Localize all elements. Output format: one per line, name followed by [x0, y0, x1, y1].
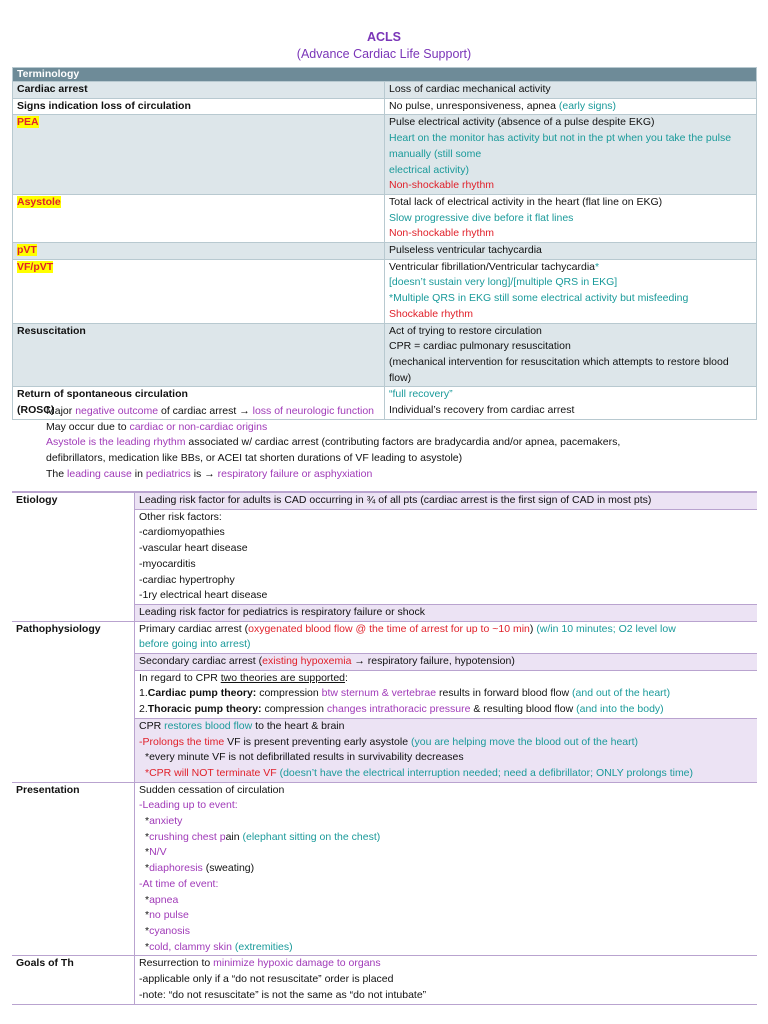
- page-title: ACLS: [366, 30, 402, 44]
- term-pea: PEA: [13, 115, 385, 195]
- table-row: [12, 621, 757, 653]
- notes-block: [46, 404, 756, 483]
- note-line: Asystole is the leading rhythm associated w/ cardiac arrest (contributing factors are bradycardia and/or apnea, pacemakers,: [46, 436, 621, 449]
- label-goals: Goals of Th: [12, 956, 135, 1004]
- table-row: [13, 98, 757, 115]
- page-subtitle: (Advance Cardiac Life Support): [296, 47, 472, 61]
- etiology-other-factors: Other risk factors: -cardiomyopathies -vascular heart disease -myocarditis -cardiac hypertrophy -1ry electrical heart disease: [135, 509, 758, 604]
- table-row: [13, 115, 757, 195]
- term-asystole: Asystole: [13, 194, 385, 242]
- presentation-content: Sudden cessation of circulation -Leading up to event: *anxiety *crushing chest pain (elephant sitting on the chest) *N/V *diaphoresis (sweating) -At time of event: *apnea *no pulse *cyanosis *cold, clammy skin (extremities): [135, 782, 758, 956]
- table-row: [12, 492, 757, 509]
- term-vfpvt: VF/pVT: [13, 259, 385, 323]
- term-pvt: pVT: [13, 243, 385, 260]
- table-row: [13, 82, 757, 99]
- goals-content: Resurrection to minimize hypoxic damage to organs -applicable only if a “do not resuscitate” order is placed -note: “do not resuscitate” is not the same as “do not intubate”: [135, 956, 758, 1004]
- note-line: The leading cause in pediatrics is → respiratory failure or asphyxiation: [46, 467, 373, 480]
- def-cardiac-arrest: Loss of cardiac mechanical activity: [385, 82, 757, 99]
- def-pvt: Pulseless ventricular tachycardia: [385, 243, 757, 260]
- patho-secondary: Secondary cardiac arrest (existing hypoxemia → respiratory failure, hypotension): [135, 654, 758, 671]
- terminology-table: [12, 67, 757, 420]
- patho-cpr-theories: In regard to CPR two theories are supported: 1.Cardiac pump theory: compression btw sternum & vertebrae results in forward blood flow (and out of the heart) 2.Thoracic pump theory: compression changes intrathoracic pressure & resulting blood flow (and into the body): [135, 670, 758, 718]
- note-line: Major negative outcome of cardiac arrest → loss of neurologic function: [46, 405, 375, 417]
- table-row: [13, 243, 757, 260]
- def-pea: Pulse electrical activity (absence of a pulse despite EKG) Heart on the monitor has activity but not in the pt when you take the pulse manually (still some electrical activity) Non-shockable rhythm: [385, 115, 757, 195]
- note-line: May occur due to cardiac or non-cardiac origins: [46, 420, 268, 433]
- details-table: [12, 491, 757, 1005]
- def-resuscitation: Act of trying to restore circulation CPR = cardiac pulmonary resuscitation (mechanical intervention for resuscitation which attempts to restore blood flow): [385, 323, 757, 387]
- def-rosc: “full recovery” Individual’s recovery from cardiac arrest: [385, 387, 757, 419]
- term-signs: Signs indication loss of circulation: [13, 98, 385, 115]
- label-etiology: Etiology: [12, 492, 135, 621]
- table-row: [13, 323, 757, 387]
- table-row: [12, 956, 757, 1004]
- def-vfpvt: Ventricular fibrillation/Ventricular tachycardia* [doesn’t sustain very long]/[multiple QRS in EKG] *Multiple QRS in EKG still some electrical activity but misfeeding Shockable rhythm: [385, 259, 757, 323]
- table-row: [13, 194, 757, 242]
- label-pathophysiology: Pathophysiology: [12, 621, 135, 782]
- note-line: defibrillators, medication like BBs, or ACEI tat shorten durations of VF leading to asystole): [46, 452, 463, 465]
- table-row: [12, 782, 757, 956]
- table-row: [13, 259, 757, 323]
- terminology-header: Terminology: [13, 68, 757, 82]
- label-presentation: Presentation: [12, 782, 135, 956]
- patho-primary: Primary cardiac arrest (oxygenated blood flow @ the time of arrest for up to ~10 min) (w/in 10 minutes; O2 level low before going into arrest): [135, 621, 758, 653]
- etiology-adults: Leading risk factor for adults is CAD occurring in ¾ of all pts (cardiac arrest is the first sign of CAD in most pts): [135, 492, 758, 509]
- term-rosc: Return of spontaneous circulation (ROSC): [13, 387, 385, 419]
- patho-cpr-effects: CPR restores blood flow to the heart & brain -Prolongs the time VF is present preventing early asystole (you are helping move the blood out of the heart) *every minute VF is not defibrillated results in survivability decreases *CPR will NOT terminate VF (doesn’t have the electrical interruption needed; need a defibrillator; ONLY prolongs time): [135, 718, 758, 782]
- def-asystole: Total lack of electrical activity in the heart (flat line on EKG) Slow progressive dive before it flat lines Non-shockable rhythm: [385, 194, 757, 242]
- term-resuscitation: Resuscitation: [13, 323, 385, 387]
- term-cardiac-arrest: Cardiac arrest: [13, 82, 385, 99]
- etiology-pediatrics: Leading risk factor for pediatrics is respiratory failure or shock: [135, 604, 758, 621]
- def-signs: No pulse, unresponsiveness, apnea (early signs): [385, 98, 757, 115]
